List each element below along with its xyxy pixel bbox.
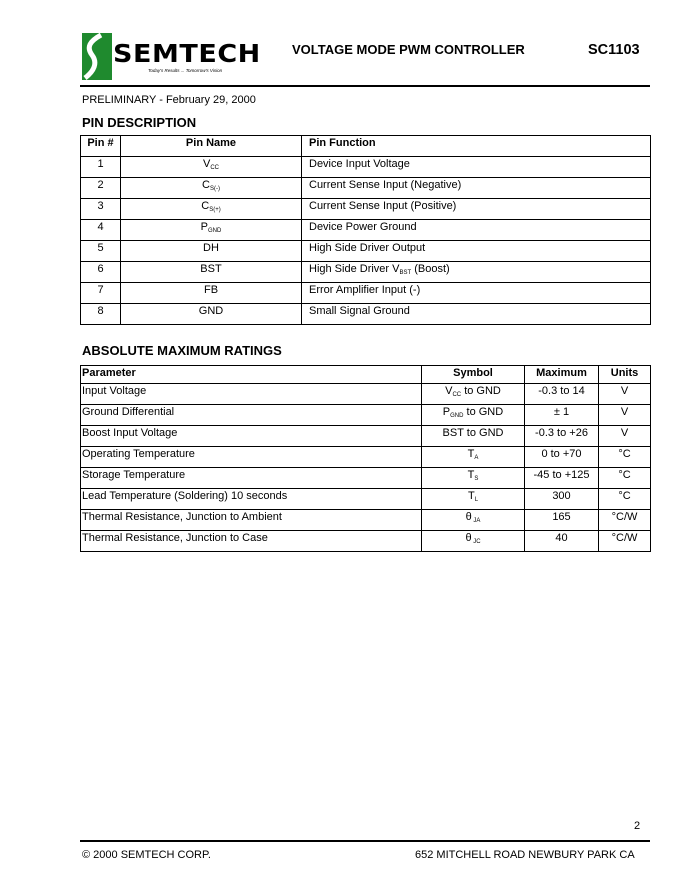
logo-tagline: Today's Results ... Tomorrow's Vision (148, 68, 223, 73)
symbol: BST to GND (442, 427, 504, 439)
maximum-cell: -45 to +125 (525, 468, 599, 489)
symbol-cell (422, 489, 525, 510)
maximum-cell: ± 1 (525, 405, 599, 426)
parameter-cell: Lead Temperature (Soldering) 10 seconds (81, 489, 422, 510)
absolute-maximum-ratings-title: ABSOLUTE MAXIMUM RATINGS (82, 343, 282, 358)
pin-name-subscript: S(-) (209, 186, 220, 192)
pin-name-subscript: S(+) (209, 207, 221, 213)
table-row (81, 199, 651, 220)
symbol: T (467, 490, 475, 502)
pin-function-tail: (Boost) (411, 263, 450, 275)
pin-name-cell (121, 178, 302, 199)
table-row (81, 468, 651, 489)
symbol-cell (422, 447, 525, 468)
pin-function-cell (302, 304, 651, 325)
symbol: P (442, 406, 451, 418)
symbol-cell (422, 531, 525, 552)
column-header-pin-function: Pin Function (302, 136, 651, 157)
pin-name-subscript: GND (208, 228, 222, 234)
pin-name-cell (121, 304, 302, 325)
footer-address: 652 MITCHELL ROAD NEWBURY PARK CA (415, 849, 635, 861)
pin-name-subscript: CC (210, 165, 219, 171)
pin-function: Small Signal Ground (309, 305, 410, 317)
pin-name: GND (198, 305, 224, 317)
table-row (81, 447, 651, 468)
table-row (81, 426, 651, 447)
table-row (81, 510, 651, 531)
pin-number-cell: 3 (81, 199, 121, 220)
symbol-subscript: GND (450, 413, 464, 419)
pin-name: C (202, 179, 210, 191)
pin-description-title: PIN DESCRIPTION (82, 115, 197, 130)
pin-function: High Side Driver Output (309, 242, 426, 254)
pin-number-cell: 2 (81, 178, 121, 199)
pin-function: Device Input Voltage (309, 158, 410, 170)
parameter-cell: Thermal Resistance, Junction to Case (81, 531, 422, 552)
units-cell: °C (599, 447, 651, 468)
units-cell: V (599, 384, 651, 405)
symbol-subscript: JC (471, 539, 481, 545)
footer-rule (80, 840, 650, 842)
symbol-tail: to GND (461, 385, 501, 397)
pin-function-subscript: BST (399, 270, 412, 276)
symbol-cell (422, 384, 525, 405)
maximum-cell: 40 (525, 531, 599, 552)
pin-table-body (81, 157, 651, 325)
maximum-cell: -0.3 to +26 (525, 426, 599, 447)
table-row (81, 241, 651, 262)
column-header-symbol: Symbol (422, 366, 525, 384)
logo-wordmark: SEMTECH (113, 39, 261, 68)
parameter-cell: Ground Differential (81, 405, 422, 426)
pin-function-cell (302, 178, 651, 199)
ratings-table-body (81, 384, 651, 552)
pin-function-cell (302, 220, 651, 241)
pin-name: V (202, 158, 211, 170)
pin-function-cell (302, 241, 651, 262)
part-number: SC1103 (588, 42, 640, 58)
pin-function-cell (302, 199, 651, 220)
symbol-cell (422, 426, 525, 447)
pin-function: Error Amplifier Input (-) (309, 284, 421, 296)
pin-name: FB (203, 284, 219, 296)
symbol-subscript: JA (471, 518, 481, 524)
pin-number-cell: 1 (81, 157, 121, 178)
pin-name-cell (121, 157, 302, 178)
pin-function-cell (302, 157, 651, 178)
symbol: θ (465, 532, 472, 544)
pin-name: BST (200, 263, 222, 275)
table-header-row (81, 136, 651, 157)
header-rule (80, 85, 650, 87)
symbol-subscript: S (474, 476, 479, 482)
symbol: T (467, 469, 475, 481)
column-header-parameter: Parameter (81, 366, 422, 384)
column-header-pin-number: Pin # (81, 136, 121, 157)
symbol-subscript: A (474, 455, 479, 461)
column-header-pin-name: Pin Name (121, 136, 302, 157)
column-header-maximum: Maximum (525, 366, 599, 384)
parameter-cell: Input Voltage (81, 384, 422, 405)
document-title: VOLTAGE MODE PWM CONTROLLER (292, 42, 525, 57)
parameter-cell: Boost Input Voltage (81, 426, 422, 447)
symbol-cell (422, 405, 525, 426)
units-cell: °C (599, 489, 651, 510)
table-row (81, 405, 651, 426)
maximum-cell: 165 (525, 510, 599, 531)
symbol-cell (422, 510, 525, 531)
units-cell: V (599, 405, 651, 426)
table-row (81, 283, 651, 304)
table-header-row (81, 366, 651, 384)
parameter-cell: Thermal Resistance, Junction to Ambient (81, 510, 422, 531)
table-row (81, 157, 651, 178)
parameter-cell: Storage Temperature (81, 468, 422, 489)
table-row (81, 531, 651, 552)
column-header-units: Units (599, 366, 651, 384)
symbol-subscript: CC (452, 392, 462, 398)
semtech-logo-mark-icon (82, 33, 112, 80)
parameter-cell: Operating Temperature (81, 447, 422, 468)
pin-function-cell (302, 283, 651, 304)
symbol: θ (465, 511, 472, 523)
pin-number-cell: 8 (81, 304, 121, 325)
page-number: 2 (634, 820, 641, 832)
symbol-subscript: L (474, 497, 479, 503)
absolute-maximum-ratings-table (80, 365, 651, 552)
units-cell: °C/W (599, 510, 651, 531)
footer-copyright: © 2000 SEMTECH CORP. (82, 849, 211, 861)
pin-number-cell: 6 (81, 262, 121, 283)
pin-function: Current Sense Input (Positive) (309, 200, 457, 212)
pin-name-cell (121, 199, 302, 220)
maximum-cell: -0.3 to 14 (525, 384, 599, 405)
pin-function: High Side Driver V (309, 263, 400, 275)
units-cell: °C (599, 468, 651, 489)
preliminary-date-line: PRELIMINARY - February 29, 2000 (82, 94, 256, 106)
table-row (81, 262, 651, 283)
table-row (81, 384, 651, 405)
pin-description-table (80, 135, 651, 325)
table-row (81, 304, 651, 325)
maximum-cell: 0 to +70 (525, 447, 599, 468)
table-row (81, 489, 651, 510)
maximum-cell: 300 (525, 489, 599, 510)
pin-name-cell (121, 241, 302, 262)
pin-name-cell (121, 262, 302, 283)
symbol: T (467, 448, 475, 460)
pin-number-cell: 4 (81, 220, 121, 241)
units-cell: °C/W (599, 531, 651, 552)
symbol-cell (422, 468, 525, 489)
symbol-tail: to GND (463, 406, 504, 418)
table-row (81, 220, 651, 241)
pin-number-cell: 7 (81, 283, 121, 304)
pin-function: Device Power Ground (309, 221, 417, 233)
table-row (81, 178, 651, 199)
pin-function: Current Sense Input (Negative) (309, 179, 462, 191)
units-cell: V (599, 426, 651, 447)
pin-name: P (200, 221, 208, 233)
semtech-logo (82, 33, 276, 81)
pin-name: DH (203, 242, 219, 254)
pin-function-cell (302, 262, 651, 283)
pin-name: C (201, 200, 210, 212)
symbol: V (445, 385, 453, 397)
pin-name-cell (121, 283, 302, 304)
pin-name-cell (121, 220, 302, 241)
pin-number-cell: 5 (81, 241, 121, 262)
